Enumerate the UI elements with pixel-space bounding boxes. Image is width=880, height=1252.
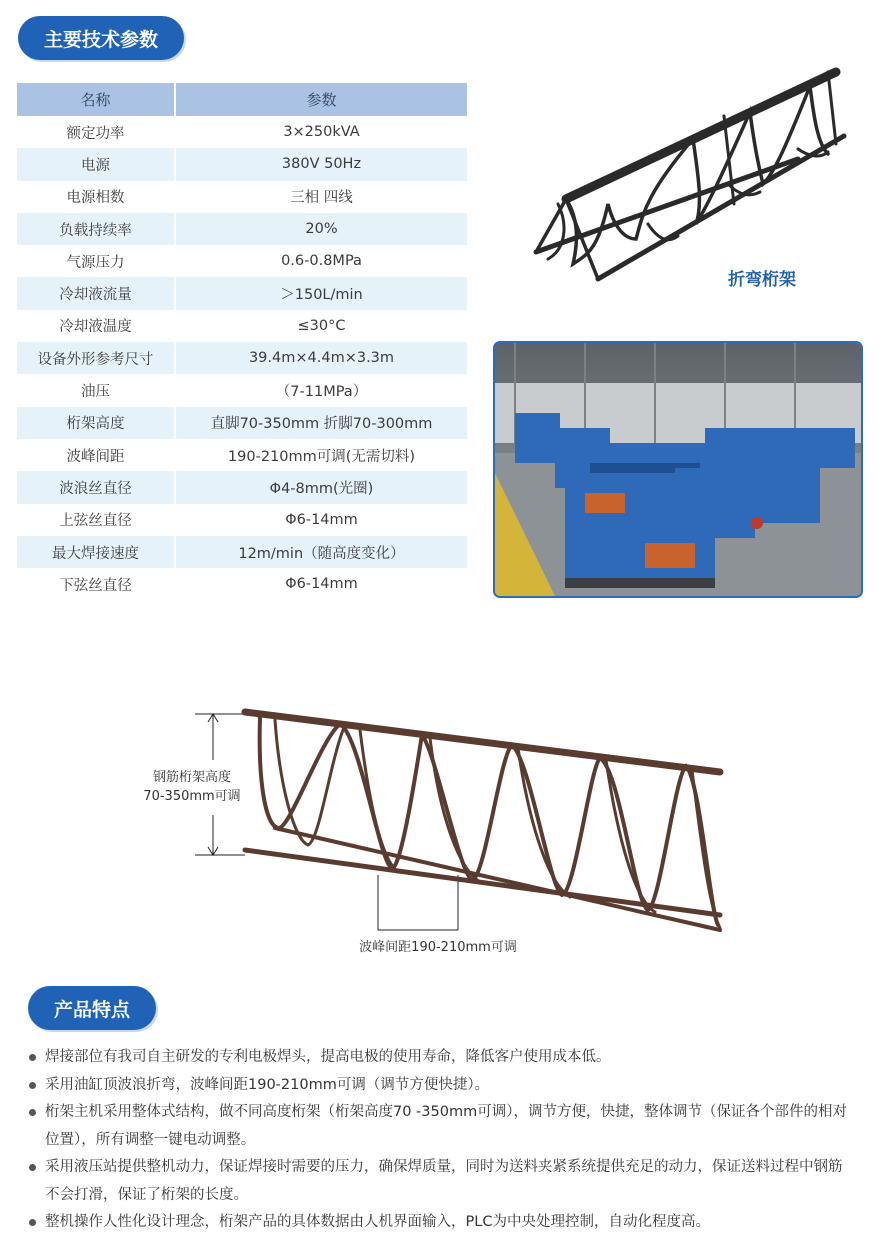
feature-item: 桁架主机采用整体式结构，做不同高度桁架（桁架高度70 -350mm可调），调节方便，快捷，整体调节（保证各个部件的相对位置），所有调整一键电动调整。 [28,1099,848,1154]
feature-item: 整机操作人性化设计理念，桁架产品的具体数据由人机界面输入，PLC为中央处理控制，自动化程度高。 [28,1209,848,1237]
spec-name-cell: 电源相数 [17,181,175,213]
spec-row [17,504,467,536]
spec-name-cell: 上弦丝直径 [17,504,175,536]
spec-row [17,213,467,245]
truss-height-label-line2: 70-350mm可调 [143,789,241,804]
spec-row [17,181,467,213]
spec-value-cell: Φ6-14mm [285,511,358,528]
spec-name-cell: 波峰间距 [17,439,175,471]
feature-item: 焊接部位有我司自主研发的专利电极焊头，提高电极的使用寿命，降低客户使用成本低。 [28,1044,848,1072]
spec-value-cell: ≤30°C [297,317,346,334]
factory-photo [493,341,863,598]
spec-row [17,439,467,471]
spec-value-cell: 直脚70-350mm 折脚70-300mm [175,407,467,439]
feature-item: 采用油缸顶波浪折弯，波峰间距190-210mm可调（调节方便快捷）。 [28,1072,848,1100]
spec-name-cell: 桁架高度 [17,407,175,439]
peak-pitch-label: 波峰间距190-210mm可调 [359,940,517,955]
spec-name-cell: 负载持续率 [17,213,175,245]
spec-table [17,83,467,600]
spec-row [17,245,467,277]
bent-truss-photo [528,64,848,304]
spec-value-cell: 39.4m×4.4m×3.3m [175,342,467,374]
spec-name-cell: 气源压力 [17,245,175,277]
spec-value-cell: 3×250kVA [283,124,360,141]
header-name: 名称 [17,83,175,116]
spec-name-cell: 电源 [17,148,175,180]
spec-row [17,536,467,568]
spec-value-cell: （7-11MPa） [275,384,368,401]
spec-name-cell: 波浪丝直径 [17,471,175,503]
feature-item: 采用液压站提供整机动力，保证焊接时需要的压力，确保焊质量，同时为送料夹紧系统提供充足的动力，保证送料过程中钢筋不会打滑，保证了桁架的长度。 [28,1154,848,1209]
spec-value-cell: 0.6-0.8MPa [281,253,362,270]
section-title-features: 产品特点 [28,986,156,1030]
spec-row [17,568,467,600]
spec-name-cell: 冷却液流量 [17,277,175,309]
truss-caption: 折弯桁架 [728,270,796,290]
spec-name-cell: 冷却液温度 [17,310,175,342]
spec-value-cell: 12m/min（随高度变化） [175,536,467,568]
spec-table-header [17,83,467,116]
spec-name-cell: 最大焊接速度 [17,536,175,568]
header-value: 参数 [175,83,467,116]
feature-list [28,1044,848,1237]
spec-name-cell: 下弦丝直径 [17,568,175,600]
truss-dimension-diagram [130,700,730,960]
spec-value-cell: 380V 50Hz [175,148,467,180]
spec-name-cell: 油压 [17,374,175,406]
spec-row [17,277,467,309]
spec-row [17,407,467,439]
spec-row [17,148,467,180]
truss-height-label-line1: 钢筋桁架高度 [152,770,231,785]
spec-name-cell: 设备外形参考尺寸 [17,342,175,374]
spec-row [17,342,467,374]
spec-name-cell: 额定功率 [17,116,175,148]
spec-value-cell: Φ6-14mm [285,576,358,593]
truss-height-label [136,768,248,806]
spec-value-cell: 三相 四线 [290,190,353,207]
spec-value-cell: Φ4-8mm(光圈) [175,471,467,503]
section-title-tech-params: 主要技术参数 [18,16,184,60]
spec-row [17,116,467,148]
spec-row [17,374,467,406]
spec-value-cell: 190-210mm可调(无需切料) [227,448,416,465]
spec-value-cell: 20% [175,213,467,245]
spec-value-cell: ＞150L/min [175,277,467,309]
spec-row [17,471,467,503]
spec-row [17,310,467,342]
